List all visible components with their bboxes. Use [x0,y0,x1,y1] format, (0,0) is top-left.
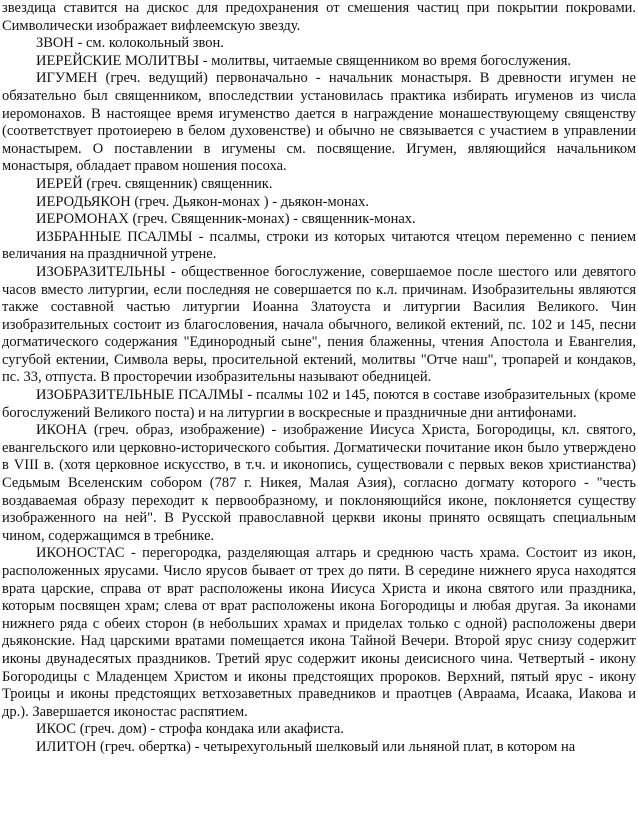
entry-definition: - молитвы, читаемые священником во время богослужения. [199,52,572,69]
entry-igumen [2,70,636,176]
entry-term: ИГУМЕН [36,70,98,87]
paragraph-continuation [2,0,636,35]
entry-definition: (греч. Священник-монах) - священник-монах. [128,211,416,228]
entry-definition: (греч. дом) - строфа кондака или акафиста. [76,721,344,738]
paragraph-text: звездица ставится на дискос для предохранения от смешения частиц при покрытии покровами. Символически изображает вифлеемскую звезду. [2,0,636,34]
entry-izobrazitelny [2,264,636,387]
entry-ikonostas [2,545,636,721]
entry-definition: - см. колокольный звон. [73,35,224,52]
entry-term: ИЗОБРАЗИТЕЛЬНЫ [36,263,166,280]
entry-definition: (греч. ведущий) первоначально - начальник монастыря. В древности игумен не обязательно был священником, впоследствии установилась практика избирать игуменов из числа иеромонахов. В настоящее время игуменство дается в награждение монашествующему священству (соответствует протоиерею в белом духовенстве) и обычно не связывается с участием в управлении монастырем. О поставлении в игумены см. посвящение. Игумен, являющийся начальником монастыря, обладает правом ношения посоха. [2,70,636,175]
entry-term: ИЛИТОН [36,738,97,755]
entry-ierodyakon [2,194,636,212]
entry-zvon [2,35,636,53]
entry-izobrazitelnye-psalmy [2,387,636,422]
entry-term: ИКОНА [36,422,88,439]
entry-term: ИЗБРАННЫЕ ПСАЛМЫ [36,228,193,245]
entry-term: ИЗОБРАЗИТЕЛЬНЫЕ ПСАЛМЫ [36,387,244,404]
entry-ikos [2,721,636,739]
entry-definition: - перегородка, разделяющая алтарь и среднюю часть храма. Состоит из икон, расположенных ярусами. Число ярусов бывает от трех до пяти. В середине нижнего яруса находятся врата царские, справа от врат расположены икона Иисуса Христа и икона святого или праздника, которым посвящен храм; слева от врат расположены икона Богородицы и любая другая. За иконами нижнего ряда с обеих сторон (в небольших храмах и приделах только с одной) расположены двери дьяконские. Над царскими вратами помещается икона Тайной Вечери. Второй ярус снизу содержит иконы двунадесятых праздников. Третий ярус содержит иконы деисисного чина. Четвертый - икону Богородицы с Младенцем Христом и иконы предстоящих пророков. Верхний, пятый ярус - икону Троицы и иконы предстоящих ветхозаветных праведников и праотцев (Авраама, Исаака, Иакова и др.). Завершается иконостас распятием. [2,545,636,720]
entry-term: ИКОС [36,721,77,738]
entry-definition: - псалмы 102 и 145, поются в составе изобразительных (кроме богослужений Великого поста) и на литургии в воскресные и праздничные дни антифонами. [2,387,636,421]
entry-definition: - общественное богослужение, совершаемое после шестого или девятого часов вместо литургии, если последняя не совершается по к.л. причинам. Изобразительны являются также составной частью литургии Иоанна Златоуста и литургии Василия Великого. Чин изобразительных состоит из благословения, начала обычного, великой ектений, пс. 102 и 145, песни догматического содержания "Единородный сыне", пения блаженны, чтения Апостола и Евангелия, сугубой ектении, Символа веры, просительной ектений, молитвы "Отче наш", тропарей и кондаков, пс. 33, отпуста. В просторечии изобразительны называют обедницей. [2,263,636,386]
entry-ierey [2,176,636,194]
entry-ikona [2,422,636,545]
entry-ieromonah [2,211,636,229]
entry-term: ИКОНОСТАС [36,545,125,562]
entry-iliton [2,739,636,757]
entry-definition: - псалмы, строки из которых читаются чтецом переменно с пением величания на праздничной утрене. [2,228,636,263]
entry-term: ИЕРЕЙ [36,175,83,192]
entry-iereyskie-molitvy [2,53,636,71]
entry-term: ИЕРОМОНАХ [36,211,129,228]
entry-definition: (греч. священник) священник. [82,175,273,192]
entry-definition: (греч. Дьякон-монах ) - дьякон-монах. [130,193,369,210]
entry-term: ЗВОН [36,35,74,52]
entry-term: ИЕРЕЙСКИЕ МОЛИТВЫ [36,52,200,69]
entry-izbrannye-psalmy [2,229,636,264]
entry-term: ИЕРОДЬЯКОН [36,193,131,210]
entry-definition: (греч. обертка) - четырехугольный шелковый или льняной плат, в котором на [96,738,576,755]
entry-definition: (греч. образ, изображение) - изображение Иисуса Христа, Богородицы, кл. святого, евангельского или церковно-исторического события. Догматически почитание икон было утверждено в VIII в. (хотя церковное искусство, в т.ч. и иконопись, существовали с первых веков христианства) Седьмым Вселенским собором (787 г. Никея, Малая Азия), согласно догмату которого - "честь воздаваемая образу переходит к первообразному, и поклоняющийся иконе, поклоняется существу изображенного на ней". В Русской православной церкви иконы принято освящать специальным чином, содержащимся в требнике. [2,422,636,544]
